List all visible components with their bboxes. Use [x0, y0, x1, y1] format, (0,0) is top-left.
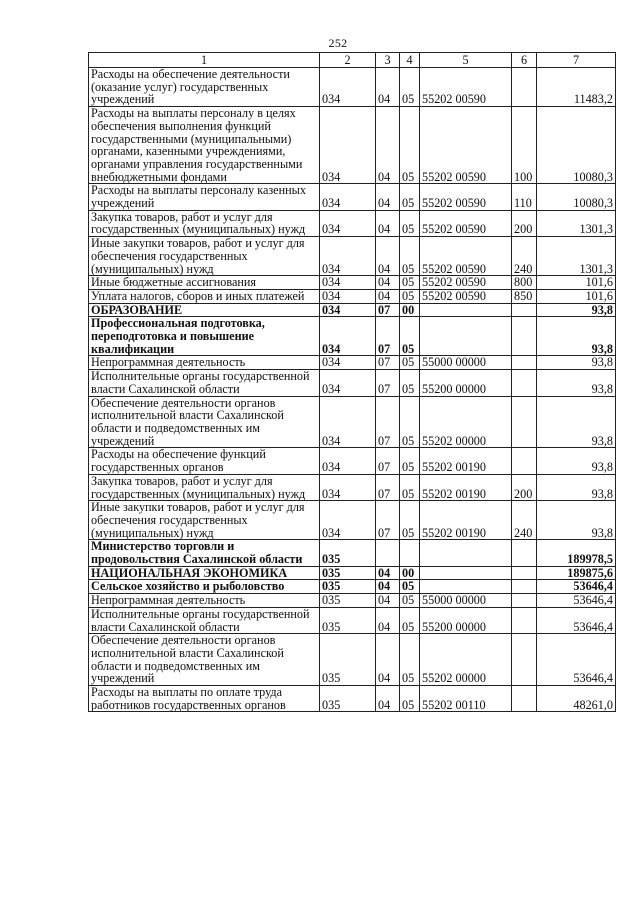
row-amount: 93,8 — [537, 474, 616, 500]
row-subsection-code: 05 — [400, 634, 420, 686]
row-target-code: 55202 00190 — [420, 448, 512, 474]
row-subsection-code: 05 — [400, 474, 420, 500]
row-subsection-code: 00 — [400, 303, 420, 317]
row-target-code: 55202 00000 — [420, 396, 512, 448]
row-amount: 93,8 — [537, 448, 616, 474]
row-expense-type — [512, 448, 537, 474]
row-expense-type: 200 — [512, 474, 537, 500]
row-subsection-code: 05 — [400, 501, 420, 540]
table-row — [89, 276, 616, 290]
table-row — [89, 356, 616, 370]
row-section-code: 07 — [376, 303, 400, 317]
row-ministry-code: 035 — [320, 566, 376, 580]
row-expense-type — [512, 396, 537, 448]
row-ministry-code: 034 — [320, 448, 376, 474]
row-subsection-code: 05 — [400, 448, 420, 474]
row-section-code: 04 — [376, 210, 400, 236]
row-expense-type: 800 — [512, 276, 537, 290]
table-row — [89, 594, 616, 608]
table-row — [89, 184, 616, 210]
row-ministry-code: 034 — [320, 276, 376, 290]
row-section-code: 04 — [376, 289, 400, 303]
row-ministry-code: 034 — [320, 210, 376, 236]
row-name: Исполнительные органы государственной власти Сахалинской области — [89, 607, 320, 633]
header-cell: 1 — [89, 53, 320, 68]
row-ministry-code: 034 — [320, 237, 376, 276]
row-amount: 189978,5 — [537, 540, 616, 566]
row-ministry-code: 035 — [320, 607, 376, 633]
row-target-code — [420, 580, 512, 594]
header-cell: 3 — [376, 53, 400, 68]
table-row — [89, 607, 616, 633]
row-name: Уплата налогов, сборов и иных платежей — [89, 289, 320, 303]
header-cell: 7 — [537, 53, 616, 68]
row-name: Исполнительные органы государственной власти Сахалинской области — [89, 370, 320, 396]
row-name: Министерство торговли и продовольствия Сахалинской области — [89, 540, 320, 566]
row-amount: 101,6 — [537, 276, 616, 290]
row-section-code: 04 — [376, 184, 400, 210]
row-subsection-code: 05 — [400, 210, 420, 236]
row-section-code: 04 — [376, 68, 400, 107]
row-target-code — [420, 303, 512, 317]
row-amount: 93,8 — [537, 501, 616, 540]
row-ministry-code: 035 — [320, 540, 376, 566]
row-name: Расходы на выплаты персоналу казенных учреждений — [89, 184, 320, 210]
row-expense-type — [512, 356, 537, 370]
table-row — [89, 580, 616, 594]
row-amount: 93,8 — [537, 303, 616, 317]
row-subsection-code: 05 — [400, 580, 420, 594]
row-ministry-code: 034 — [320, 303, 376, 317]
row-expense-type: 240 — [512, 237, 537, 276]
row-name: Расходы на обеспечение функций государственных органов — [89, 448, 320, 474]
row-ministry-code: 034 — [320, 184, 376, 210]
row-target-code: 55200 00000 — [420, 607, 512, 633]
row-amount: 48261,0 — [537, 686, 616, 712]
row-name: Обеспечение деятельности органов исполнительной власти Сахалинской области и подведомственных им учреждений — [89, 396, 320, 448]
row-ministry-code: 034 — [320, 107, 376, 184]
table-row — [89, 370, 616, 396]
row-name: Обеспечение деятельности органов исполнительной власти Сахалинской области и подведомственных им учреждений — [89, 634, 320, 686]
table-row — [89, 566, 616, 580]
table-row — [89, 540, 616, 566]
table-row — [89, 317, 616, 356]
row-target-code: 55202 00590 — [420, 184, 512, 210]
page-number: 252 — [328, 36, 348, 50]
row-subsection-code: 05 — [400, 607, 420, 633]
row-amount: 93,8 — [537, 356, 616, 370]
row-target-code: 55000 00000 — [420, 356, 512, 370]
row-amount: 101,6 — [537, 289, 616, 303]
row-expense-type — [512, 303, 537, 317]
row-name: Иные закупки товаров, работ и услуг для обеспечения государственных (муниципальных) нужд — [89, 237, 320, 276]
row-amount: 10080,3 — [537, 107, 616, 184]
table-row — [89, 474, 616, 500]
row-section-code — [376, 540, 400, 566]
row-name: Расходы на выплаты по оплате труда работников государственных органов — [89, 686, 320, 712]
row-amount: 93,8 — [537, 396, 616, 448]
table-row — [89, 289, 616, 303]
row-section-code: 04 — [376, 686, 400, 712]
table-row — [89, 210, 616, 236]
row-target-code: 55202 00190 — [420, 474, 512, 500]
row-subsection-code: 05 — [400, 317, 420, 356]
row-ministry-code: 034 — [320, 289, 376, 303]
table-row — [89, 501, 616, 540]
row-target-code: 55202 00590 — [420, 107, 512, 184]
row-name: НАЦИОНАЛЬНАЯ ЭКОНОМИКА — [89, 566, 320, 580]
row-expense-type: 200 — [512, 210, 537, 236]
row-section-code: 07 — [376, 356, 400, 370]
row-ministry-code: 035 — [320, 686, 376, 712]
row-expense-type: 850 — [512, 289, 537, 303]
row-amount: 1301,3 — [537, 210, 616, 236]
row-ministry-code: 034 — [320, 68, 376, 107]
row-section-code: 04 — [376, 107, 400, 184]
row-subsection-code: 05 — [400, 289, 420, 303]
header-cell: 6 — [512, 53, 537, 68]
row-subsection-code — [400, 540, 420, 566]
row-expense-type — [512, 634, 537, 686]
table-row — [89, 237, 616, 276]
row-subsection-code: 00 — [400, 566, 420, 580]
row-amount: 53646,4 — [537, 594, 616, 608]
row-subsection-code: 05 — [400, 686, 420, 712]
row-section-code: 07 — [376, 474, 400, 500]
row-expense-type — [512, 580, 537, 594]
row-name: Непрограммная деятельность — [89, 356, 320, 370]
row-section-code: 04 — [376, 237, 400, 276]
row-expense-type — [512, 68, 537, 107]
row-target-code: 55202 00590 — [420, 210, 512, 236]
row-ministry-code: 034 — [320, 317, 376, 356]
row-amount: 11483,2 — [537, 68, 616, 107]
row-name: Расходы на выплаты персоналу в целях обеспечения выполнения функций государственными (муниципальными) органами, казенными учреждениями, органами управления государственными внебюджетными фондами — [89, 107, 320, 184]
row-subsection-code: 05 — [400, 184, 420, 210]
row-section-code: 04 — [376, 566, 400, 580]
row-subsection-code: 05 — [400, 396, 420, 448]
row-amount: 93,8 — [537, 370, 616, 396]
row-name: Закупка товаров, работ и услуг для государственных (муниципальных) нужд — [89, 210, 320, 236]
row-ministry-code: 035 — [320, 594, 376, 608]
row-expense-type: 100 — [512, 107, 537, 184]
row-target-code: 55202 00590 — [420, 289, 512, 303]
row-subsection-code: 05 — [400, 107, 420, 184]
row-expense-type — [512, 607, 537, 633]
row-section-code: 07 — [376, 448, 400, 474]
row-section-code: 04 — [376, 276, 400, 290]
row-target-code — [420, 566, 512, 580]
table-row — [89, 686, 616, 712]
row-expense-type — [512, 686, 537, 712]
header-cell: 5 — [420, 53, 512, 68]
row-amount: 189875,6 — [537, 566, 616, 580]
header-cell: 4 — [400, 53, 420, 68]
row-amount: 53646,4 — [537, 634, 616, 686]
row-section-code: 04 — [376, 607, 400, 633]
row-ministry-code: 035 — [320, 580, 376, 594]
row-name: Иные бюджетные ассигнования — [89, 276, 320, 290]
table-row — [89, 107, 616, 184]
table-row — [89, 396, 616, 448]
row-expense-type: 110 — [512, 184, 537, 210]
table-row — [89, 448, 616, 474]
row-expense-type: 240 — [512, 501, 537, 540]
row-expense-type — [512, 317, 537, 356]
row-target-code: 55202 00590 — [420, 68, 512, 107]
row-name: Профессиональная подготовка, переподготовка и повышение квалификации — [89, 317, 320, 356]
row-subsection-code: 05 — [400, 594, 420, 608]
row-section-code: 07 — [376, 317, 400, 356]
row-expense-type — [512, 540, 537, 566]
row-section-code: 07 — [376, 370, 400, 396]
row-amount: 1301,3 — [537, 237, 616, 276]
row-name: Закупка товаров, работ и услуг для государственных (муниципальных) нужд — [89, 474, 320, 500]
table-row — [89, 303, 616, 317]
header-row — [89, 53, 616, 68]
row-target-code: 55200 00000 — [420, 370, 512, 396]
budget-table — [88, 52, 616, 712]
row-target-code: 55202 00590 — [420, 237, 512, 276]
row-name: Иные закупки товаров, работ и услуг для обеспечения государственных (муниципальных) нужд — [89, 501, 320, 540]
row-subsection-code: 05 — [400, 68, 420, 107]
row-target-code: 55000 00000 — [420, 594, 512, 608]
row-name: ОБРАЗОВАНИЕ — [89, 303, 320, 317]
row-section-code: 04 — [376, 594, 400, 608]
row-section-code: 04 — [376, 634, 400, 686]
row-ministry-code: 034 — [320, 501, 376, 540]
row-name: Непрограммная деятельность — [89, 594, 320, 608]
row-subsection-code: 05 — [400, 370, 420, 396]
row-section-code: 04 — [376, 580, 400, 594]
row-section-code: 07 — [376, 501, 400, 540]
table-row — [89, 634, 616, 686]
row-ministry-code: 034 — [320, 396, 376, 448]
row-ministry-code: 035 — [320, 634, 376, 686]
row-expense-type — [512, 566, 537, 580]
row-section-code: 07 — [376, 396, 400, 448]
header-cell: 2 — [320, 53, 376, 68]
row-subsection-code: 05 — [400, 237, 420, 276]
row-ministry-code: 034 — [320, 370, 376, 396]
row-name: Расходы на обеспечение деятельности (оказание услуг) государственных учреждений — [89, 68, 320, 107]
row-target-code — [420, 540, 512, 566]
row-expense-type — [512, 594, 537, 608]
row-amount: 93,8 — [537, 317, 616, 356]
row-name: Сельское хозяйство и рыболовство — [89, 580, 320, 594]
row-subsection-code: 05 — [400, 276, 420, 290]
row-ministry-code: 034 — [320, 356, 376, 370]
row-target-code: 55202 00590 — [420, 276, 512, 290]
row-target-code: 55202 00190 — [420, 501, 512, 540]
row-target-code: 55202 00110 — [420, 686, 512, 712]
row-amount: 53646,4 — [537, 607, 616, 633]
row-ministry-code: 034 — [320, 474, 376, 500]
row-expense-type — [512, 370, 537, 396]
row-amount: 53646,4 — [537, 580, 616, 594]
row-target-code: 55202 00000 — [420, 634, 512, 686]
row-subsection-code: 05 — [400, 356, 420, 370]
row-target-code — [420, 317, 512, 356]
row-amount: 10080,3 — [537, 184, 616, 210]
table-row — [89, 68, 616, 107]
